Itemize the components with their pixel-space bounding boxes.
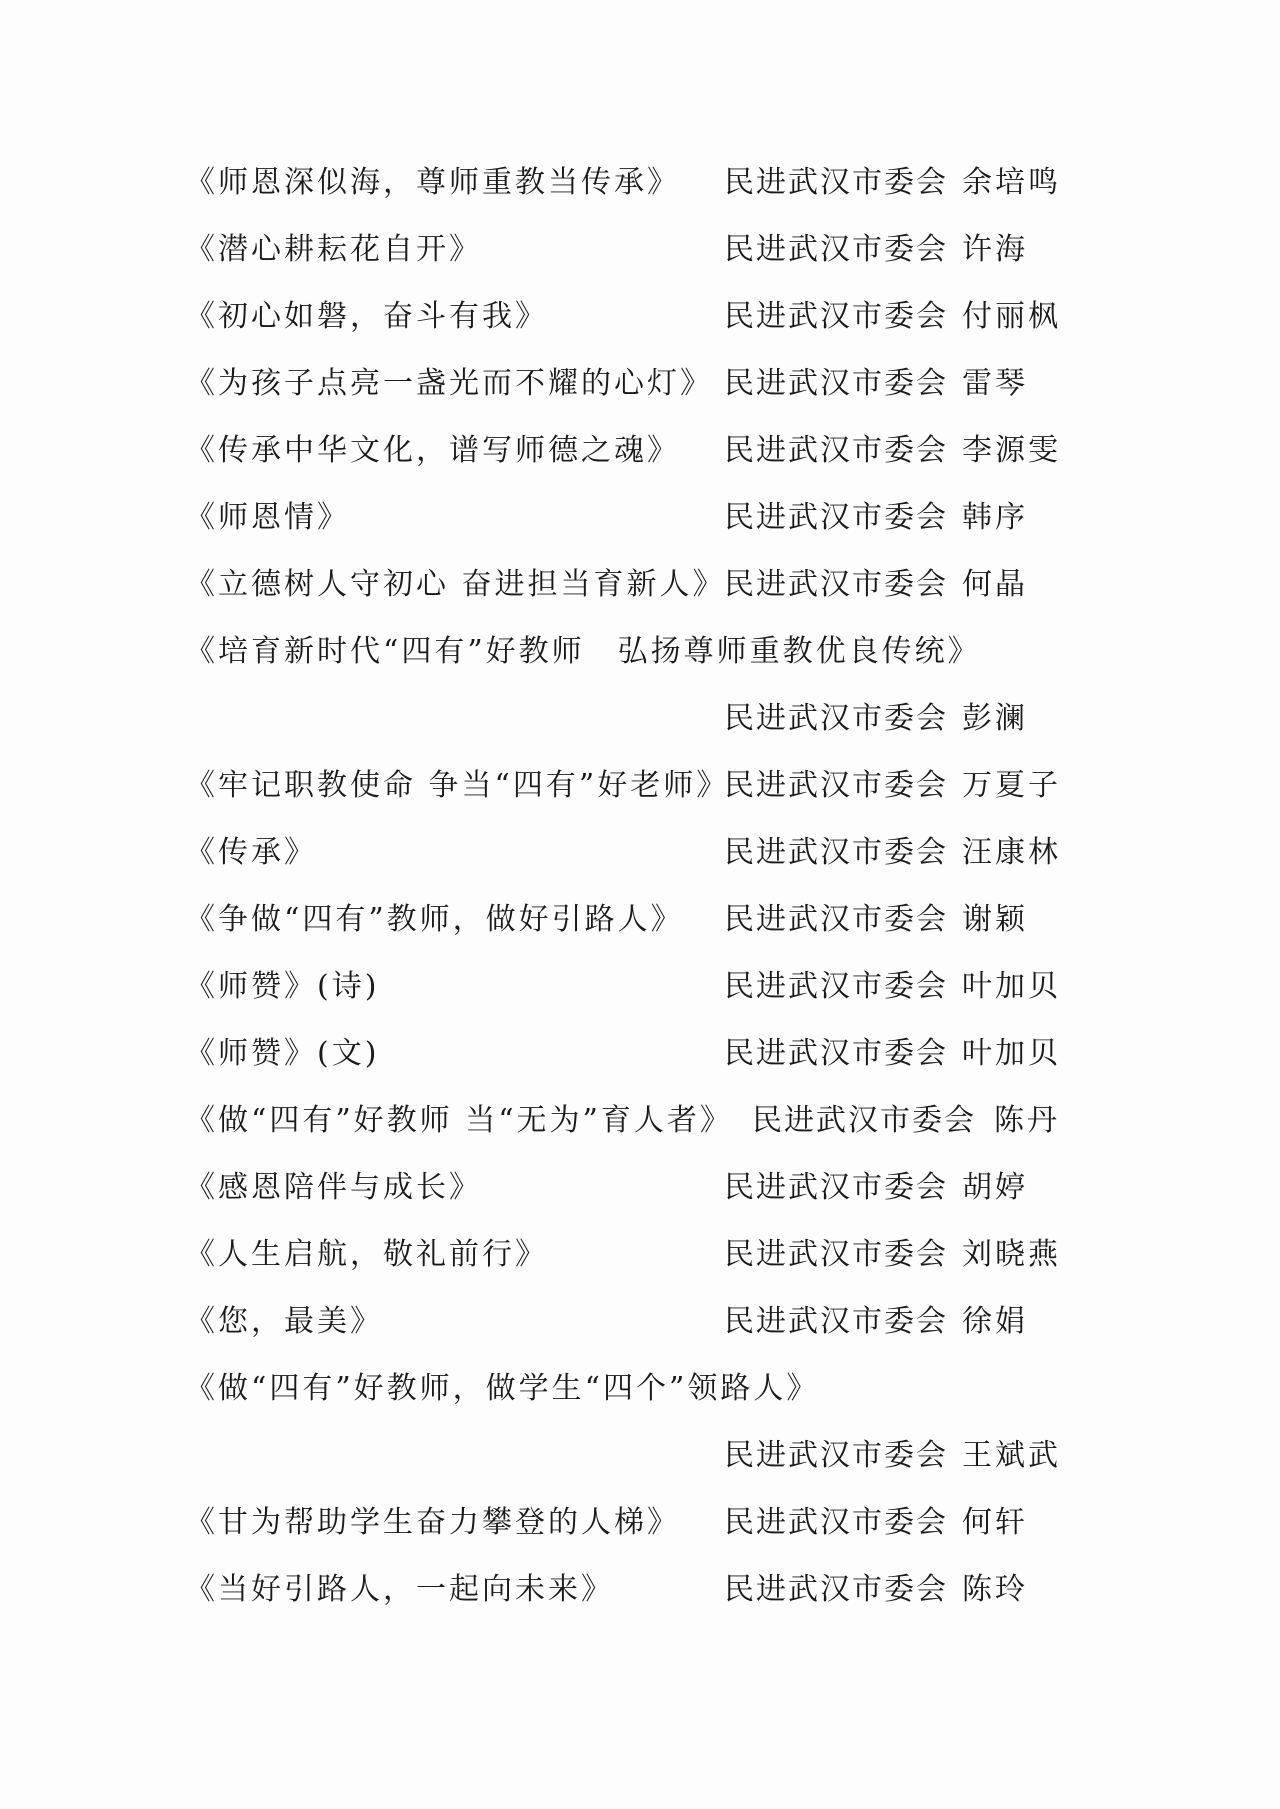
- entry-title: 《甘为帮助学生奋力攀登的人梯》: [185, 1505, 680, 1540]
- list-item-title-line: [0, 627, 1280, 677]
- entry-organization: 民进武汉市委会: [724, 1438, 948, 1473]
- entry-organization: 民进武汉市委会: [724, 1304, 948, 1339]
- entry-author: 刘晓燕: [962, 1237, 1061, 1272]
- entry-author: 雷琴: [962, 366, 1028, 401]
- list-item: [0, 1163, 1280, 1213]
- entry-title: 《当好引路人，一起向未来》: [185, 1572, 614, 1607]
- list-item: [0, 1230, 1280, 1280]
- list-item-credit-line: [0, 694, 1280, 744]
- entry-title: 《牢记职教使命 争当“四有”好老师》: [185, 768, 730, 803]
- entry-author: 付丽枫: [962, 299, 1061, 334]
- entry-author: 谢颖: [962, 902, 1028, 937]
- entry-organization: 民进武汉市委会: [724, 835, 948, 870]
- list-item: [0, 895, 1280, 945]
- entry-author: 王斌武: [962, 1438, 1061, 1473]
- entry-author: 陈丹: [994, 1103, 1060, 1138]
- entry-title: 《做“四有”好教师，做学生“四个”领路人》: [185, 1371, 820, 1406]
- list-item: [0, 292, 1280, 342]
- list-item: [0, 560, 1280, 610]
- list-item: [0, 761, 1280, 811]
- entry-author: 陈玲: [962, 1572, 1028, 1607]
- entry-title: 《师恩深似海，尊师重教当传承》: [185, 165, 680, 200]
- entry-organization: 民进武汉市委会: [752, 1103, 976, 1138]
- entry-organization: 民进武汉市委会: [724, 433, 948, 468]
- entry-organization: 民进武汉市委会: [724, 1572, 948, 1607]
- entry-author: 万夏子: [962, 768, 1061, 803]
- entry-author: 汪康林: [962, 835, 1061, 870]
- entry-organization: 民进武汉市委会: [724, 1170, 948, 1205]
- entry-title: 《争做“四有”教师，做好引路人》: [185, 902, 684, 937]
- entry-title: 《做“四有”好教师 当“无为”育人者》: [185, 1103, 733, 1138]
- entry-title: 《培育新时代“四有”好教师 弘扬尊师重教优良传统》: [185, 634, 981, 669]
- entry-organization: 民进武汉市委会: [724, 1505, 948, 1540]
- list-item: [0, 158, 1280, 208]
- entry-title: 《您，最美》: [185, 1304, 383, 1339]
- entry-title: 《潜心耕耘花自开》: [185, 232, 482, 267]
- entry-organization: 民进武汉市委会: [724, 1237, 948, 1272]
- entry-organization: 民进武汉市委会: [724, 768, 948, 803]
- entry-author: 何轩: [962, 1505, 1028, 1540]
- entry-title: 《为孩子点亮一盏光而不耀的心灯》: [185, 366, 713, 401]
- list-item: [0, 828, 1280, 878]
- entry-author: 徐娟: [962, 1304, 1028, 1339]
- entry-organization: 民进武汉市委会: [724, 366, 948, 401]
- entry-title: 《师赞》(文): [185, 1036, 380, 1071]
- entry-organization: 民进武汉市委会: [724, 969, 948, 1004]
- list-item: [0, 962, 1280, 1012]
- entry-title: 《传承》: [185, 835, 317, 870]
- entry-organization: 民进武汉市委会: [724, 165, 948, 200]
- list-item: [0, 426, 1280, 476]
- entry-organization: 民进武汉市委会: [724, 701, 948, 736]
- entry-organization: 民进武汉市委会: [724, 500, 948, 535]
- entry-title: 《传承中华文化，谱写师德之魂》: [185, 433, 680, 468]
- list-item: [0, 1297, 1280, 1347]
- entry-organization: 民进武汉市委会: [724, 232, 948, 267]
- entry-author: 李源雯: [962, 433, 1061, 468]
- list-item-credit-line: [0, 1431, 1280, 1481]
- entry-organization: 民进武汉市委会: [724, 902, 948, 937]
- entry-title: 《感恩陪伴与成长》: [185, 1170, 482, 1205]
- entry-title: 《立德树人守初心 奋进担当育新人》: [185, 567, 726, 602]
- entry-title: 《人生启航，敬礼前行》: [185, 1237, 548, 1272]
- list-item: [0, 1565, 1280, 1615]
- entry-title: 《师赞》(诗): [185, 969, 380, 1004]
- entry-author: 何晶: [962, 567, 1028, 602]
- entry-author: 余培鸣: [962, 165, 1061, 200]
- list-item: [0, 359, 1280, 409]
- entry-author: 叶加贝: [962, 969, 1061, 1004]
- entry-organization: 民进武汉市委会: [724, 567, 948, 602]
- entry-title: 《师恩情》: [185, 500, 350, 535]
- list-item: [0, 493, 1280, 543]
- entry-author: 彭澜: [962, 701, 1028, 736]
- entry-author: 胡婷: [962, 1170, 1028, 1205]
- list-item: [0, 225, 1280, 275]
- entry-author: 许海: [962, 232, 1028, 267]
- entry-author: 叶加贝: [962, 1036, 1061, 1071]
- entry-organization: 民进武汉市委会: [724, 299, 948, 334]
- entry-author: 韩序: [962, 500, 1028, 535]
- list-item: [0, 1498, 1280, 1548]
- entry-title: 《初心如磐，奋斗有我》: [185, 299, 548, 334]
- list-item: [0, 1096, 1280, 1146]
- list-item: [0, 1029, 1280, 1079]
- entry-organization: 民进武汉市委会: [724, 1036, 948, 1071]
- list-item-title-line: [0, 1364, 1280, 1414]
